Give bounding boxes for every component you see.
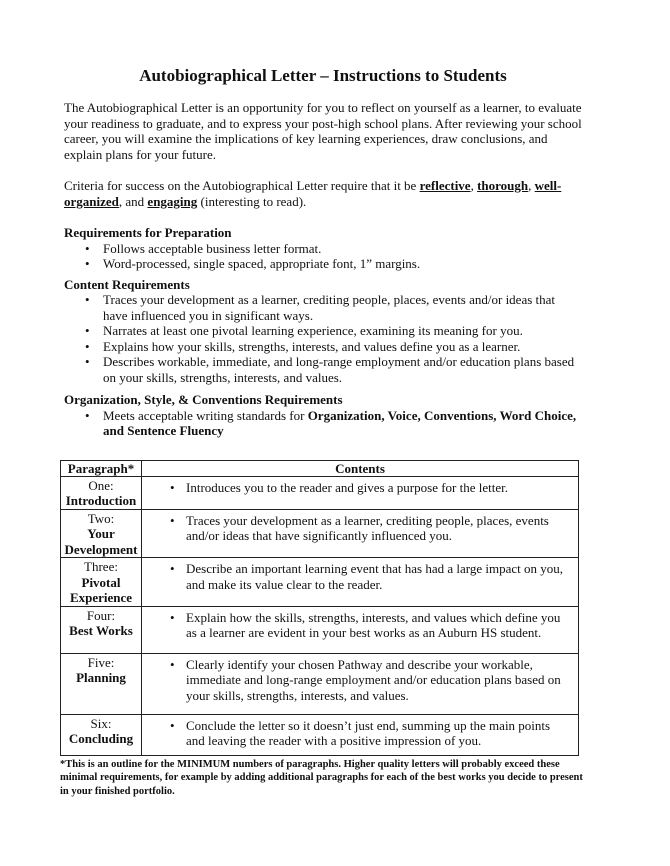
contents-cell — [142, 714, 579, 755]
contents-cell — [142, 476, 579, 509]
paragraph-name: Planning — [76, 670, 126, 685]
table-header-row — [61, 460, 579, 476]
conventions-prefix: Meets acceptable writing standards for — [103, 407, 308, 423]
criteria-sep: , and — [118, 193, 148, 209]
contents-cell — [142, 606, 579, 653]
criteria-sep: , — [470, 178, 478, 193]
criteria-term-thorough: thorough — [477, 178, 529, 193]
paragraph-outline-table — [60, 460, 579, 756]
criteria-paragraph — [64, 178, 582, 209]
header-contents: Contents — [142, 460, 579, 476]
list-item: • Narrates at least one pivotal learning experience, examining its meaning for you. — [64, 323, 582, 339]
content-list — [64, 292, 582, 385]
criteria-term-well-organized: well-organized — [64, 178, 562, 209]
criteria-term-engaging: engaging — [147, 193, 198, 209]
content-heading: Content Requirements — [64, 276, 190, 292]
conventions-heading: Organization, Style, & Conventions Requirements — [64, 392, 343, 407]
paragraph-number: Four: — [86, 607, 116, 623]
contents-cell — [142, 558, 579, 607]
conventions-bold: Organization, Voice, Conventions, Word Choice, and Sentence Fluency — [103, 407, 577, 438]
list-item: • Follows acceptable business letter format. — [64, 241, 582, 257]
list-item: • Conclude the letter so it doesn’t just end, summing up the main points and leaving the reader with a positive impression of you. — [142, 718, 570, 749]
contents-cell — [142, 509, 579, 558]
list-item: • Explains how your skills, strengths, interests, and values define you as a learner. — [64, 339, 582, 355]
header-paragraph: Paragraph* — [61, 460, 142, 476]
page-title: Autobiographical Letter – Instructions to Students — [139, 66, 507, 85]
table-row — [61, 606, 579, 653]
paragraph-name: Concluding — [68, 731, 134, 746]
list-item: • Introduces you to the reader and gives a purpose for the letter. — [142, 480, 570, 496]
table-row — [61, 509, 579, 558]
table-row — [61, 476, 579, 509]
table-row — [61, 714, 579, 755]
criteria-sep: , — [528, 178, 535, 193]
criteria-suffix: (interesting to read). — [197, 193, 307, 209]
paragraph-name: Best Works — [69, 623, 133, 638]
paragraph-number: Five: — [87, 654, 115, 670]
list-item: • Describes workable, immediate, and long-range employment and/or education plans based on your skills, strengths, interests, and values. — [64, 354, 582, 385]
list-item: • Explain how the skills, strengths, interests, and values which define you as a learner are evident in your best works as an Auburn HS student. — [142, 610, 570, 641]
paragraph-cell — [61, 653, 142, 714]
list-item: • Traces your development as a learner, crediting people, places, events and/or ideas that have significantly influenced you. — [142, 513, 570, 544]
table-row — [61, 558, 579, 607]
conventions-list — [64, 408, 582, 439]
paragraph-number: Three: — [84, 559, 118, 574]
paragraph-name: Your Development — [64, 526, 138, 557]
paragraph-number: Six: — [90, 715, 112, 731]
footnote: *This is an outline for the MINIMUM numbers of paragraphs. Higher quality letters will probably exceed these minimal requirements, for example by adding additional paragraphs for each of the best works you decide to present in your finished portfolio. — [60, 758, 583, 797]
list-item — [64, 408, 582, 439]
preparation-list — [64, 241, 582, 272]
paragraph-cell — [61, 558, 142, 607]
paragraph-cell — [61, 714, 142, 755]
paragraph-cell — [61, 606, 142, 653]
list-item: • Clearly identify your chosen Pathway and describe your workable, immediate and long-range employment and/or education plans based on your skills, strengths, interests, and values. — [142, 657, 570, 704]
criteria-term-reflective: reflective — [419, 178, 471, 193]
paragraph-number: Two: — [87, 510, 115, 526]
paragraph-cell — [61, 509, 142, 558]
preparation-heading: Requirements for Preparation — [64, 225, 232, 240]
paragraph-cell — [61, 476, 142, 509]
criteria-prefix: Criteria for success on the Autobiographical Letter require that it be — [64, 178, 420, 193]
paragraph-number: One: — [88, 477, 114, 493]
paragraph-name: Pivotal Experience — [69, 574, 133, 605]
list-item: • Traces your development as a learner, crediting people, places, events and/or ideas that have influenced you in significant ways. — [64, 292, 582, 323]
paragraph-name: Introduction — [65, 493, 137, 508]
contents-cell — [142, 653, 579, 714]
intro-paragraph: The Autobiographical Letter is an opportunity for you to reflect on yourself as a learner, to evaluate your readiness to graduate, and to express your post-high school plans. After reviewing your school career, you will examine the implications of key learning experiences, draw conclusions, and explain plans for your future. — [64, 100, 582, 162]
list-item: • Describe an important learning event that has had a large impact on you, and make its value clear to the reader. — [142, 561, 570, 592]
list-item: • Word-processed, single spaced, appropriate font, 1” margins. — [64, 256, 582, 272]
table-row — [61, 653, 579, 714]
